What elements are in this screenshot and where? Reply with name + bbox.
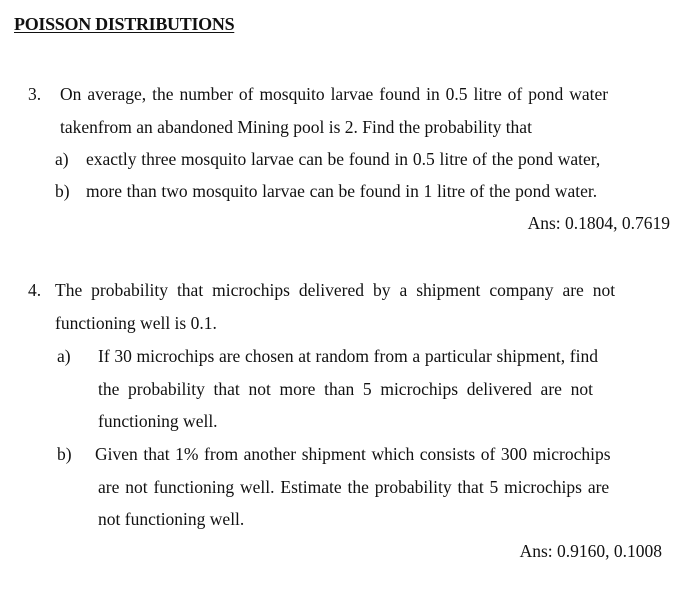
question-4b-line-3: not functioning well. [98, 509, 245, 529]
question-4b-line-1: Given that 1% from another shipment which consists of 300 microchips [95, 444, 611, 464]
question-4a-line-2: the probability that not more than 5 microchips delivered are not [98, 379, 593, 399]
question-3-answer: Ans: 0.1804, 0.7619 [527, 213, 670, 233]
question-4b-label: b) [57, 444, 72, 464]
question-3a-text: exactly three mosquito larvae can be found in 0.5 litre of the pond water, [86, 149, 601, 169]
question-3b-text: more than two mosquito larvae can be found in 1 litre of the pond water. [86, 181, 598, 201]
question-3b-label: b) [55, 181, 70, 201]
page-title: POISSON DISTRIBUTIONS [14, 14, 235, 34]
question-4a-line-1: If 30 microchips are chosen at random from a particular shipment, find [98, 346, 598, 366]
question-3-line-2: takenfrom an abandoned Mining pool is 2. Find the probability that [60, 117, 532, 137]
question-4a-line-3: functioning well. [98, 411, 218, 431]
question-3a-label: a) [55, 149, 69, 169]
question-4b-line-2: are not functioning well. Estimate the probability that 5 microchips are [98, 477, 610, 497]
question-4-number: 4. [28, 280, 42, 300]
question-4-line-2: functioning well is 0.1. [55, 313, 217, 333]
question-4a-label: a) [57, 346, 71, 366]
question-3-number: 3. [28, 84, 42, 104]
question-4-answer: Ans: 0.9160, 0.1008 [519, 541, 662, 561]
question-3-text-1: On average, the number of mosquito larvae found in 0.5 litre of pond water [60, 84, 609, 104]
question-3-line-1 [60, 83, 655, 105]
question-4-line-1: The probability that microchips delivered by a shipment company are not [55, 280, 616, 300]
